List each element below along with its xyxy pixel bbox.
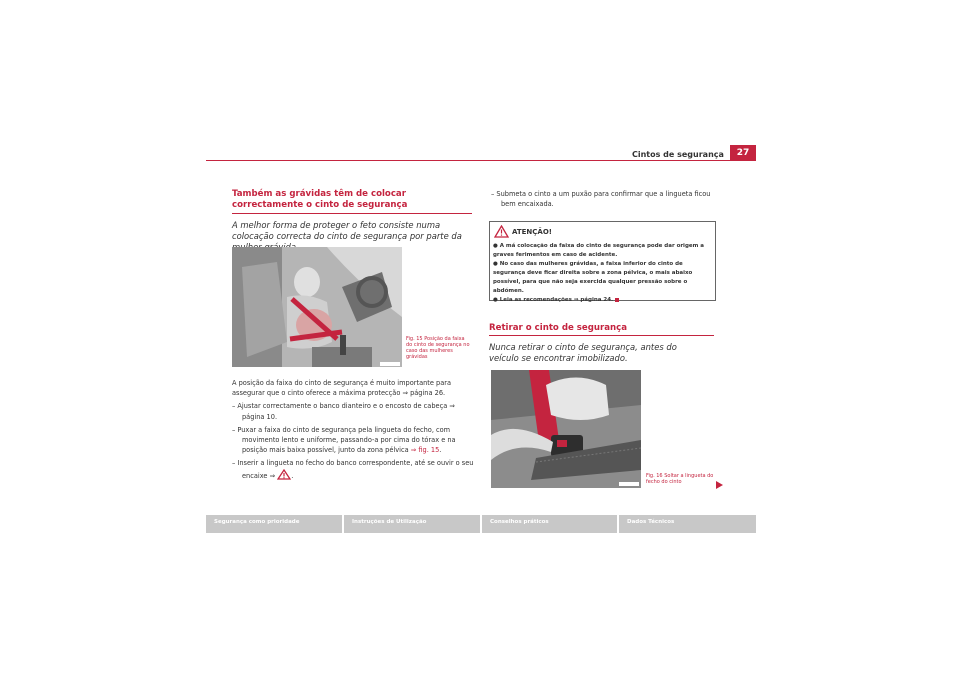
step-pull-belt: – Puxar a faixa do cinto de segurança pela lingueta do fecho, com movimento lento e uniforme, passando-a por cima do tórax e na posição mais baixa possível, junto da zona pélvica ⇒ fig. 15. bbox=[232, 425, 456, 455]
step-test-belt: – Submeta o cinto a um puxão para confirmar que a lingueta ficou bem encaixada. bbox=[491, 190, 711, 209]
warning-item: ● Leia as recomendações ⇒ página 24. bbox=[493, 296, 712, 305]
step-insert-tongue: – Inserir a lingueta no fecho do banco correspondente, até se ouvir o seu encaixe ⇒ . bbox=[232, 459, 474, 480]
warning-triangle-icon bbox=[494, 225, 509, 238]
footer-tab-technical-data[interactable]: Dados Técnicos bbox=[619, 515, 756, 533]
figure-15-caption: Fig. 15 Posição da faixa do cinto de segurança no caso das mulheres grávidas bbox=[406, 336, 470, 360]
footer-tab-safety[interactable]: Segurança como prioridade bbox=[206, 515, 342, 533]
left-body bbox=[232, 378, 474, 484]
section-pregnant bbox=[232, 189, 472, 253]
footer-tab-instructions[interactable]: Instruções de Utilização bbox=[344, 515, 480, 533]
step-adjust-seat: – Ajustar correctamente o banco dianteiro e o encosto de cabeça ⇒ página 10. bbox=[232, 402, 455, 421]
heading-rule bbox=[232, 213, 472, 214]
next-page-arrow-icon bbox=[716, 481, 723, 489]
footer-tab-practical-tips[interactable]: Conselhos práticos bbox=[482, 515, 617, 533]
release-buckle-illustration bbox=[491, 370, 641, 488]
heading-rule bbox=[489, 335, 714, 336]
section-heading: Também as grávidas têm de colocar correctamente o cinto de segurança bbox=[232, 189, 408, 210]
warning-item: ● No caso das mulheres grávidas, a faixa inferior do cinto de segurança deve ficar direita sobre a zona pélvica, o mais abaixo possível, para que não seja exercida qualquer pressão sobre o abdómen. bbox=[493, 261, 693, 294]
intro-paragraph: A posição da faixa do cinto de segurança é muito importante para assegurar que o cinto oferece a máxima protecção ⇒ página 26. bbox=[232, 379, 452, 398]
pregnant-seatbelt-illustration bbox=[232, 247, 402, 367]
figure-16-image bbox=[491, 370, 641, 488]
section-heading: Retirar o cinto de segurança bbox=[489, 323, 628, 333]
warning-box bbox=[489, 221, 716, 301]
header-rule bbox=[206, 160, 756, 161]
section-intro: A melhor forma de proteger o feto consiste numa colocação correcta do cinto de segurança por parte da bbox=[232, 220, 462, 241]
page-number: 27 bbox=[730, 145, 756, 161]
section-intro: Nunca retirar o cinto de segurança, antes do veículo se encontrar imobilizado. bbox=[489, 342, 677, 363]
end-marker-icon bbox=[615, 298, 619, 302]
section-remove-belt bbox=[489, 323, 714, 364]
warning-title: ATENÇÃO! bbox=[512, 228, 552, 236]
warning-item: ● A má colocação da faixa do cinto de segurança pode dar origem a graves ferimentos em caso de acidente. bbox=[493, 243, 704, 258]
warning-triangle-icon bbox=[277, 469, 291, 480]
figure-15-image bbox=[232, 247, 402, 367]
running-header-title: Cintos de segurança bbox=[632, 150, 724, 159]
fig-15-link[interactable]: ⇒ fig. 15 bbox=[410, 446, 440, 455]
figure-16-caption: Fig. 16 Soltar a lingueta do fecho do cinto bbox=[646, 473, 714, 485]
warning-list bbox=[493, 242, 712, 305]
